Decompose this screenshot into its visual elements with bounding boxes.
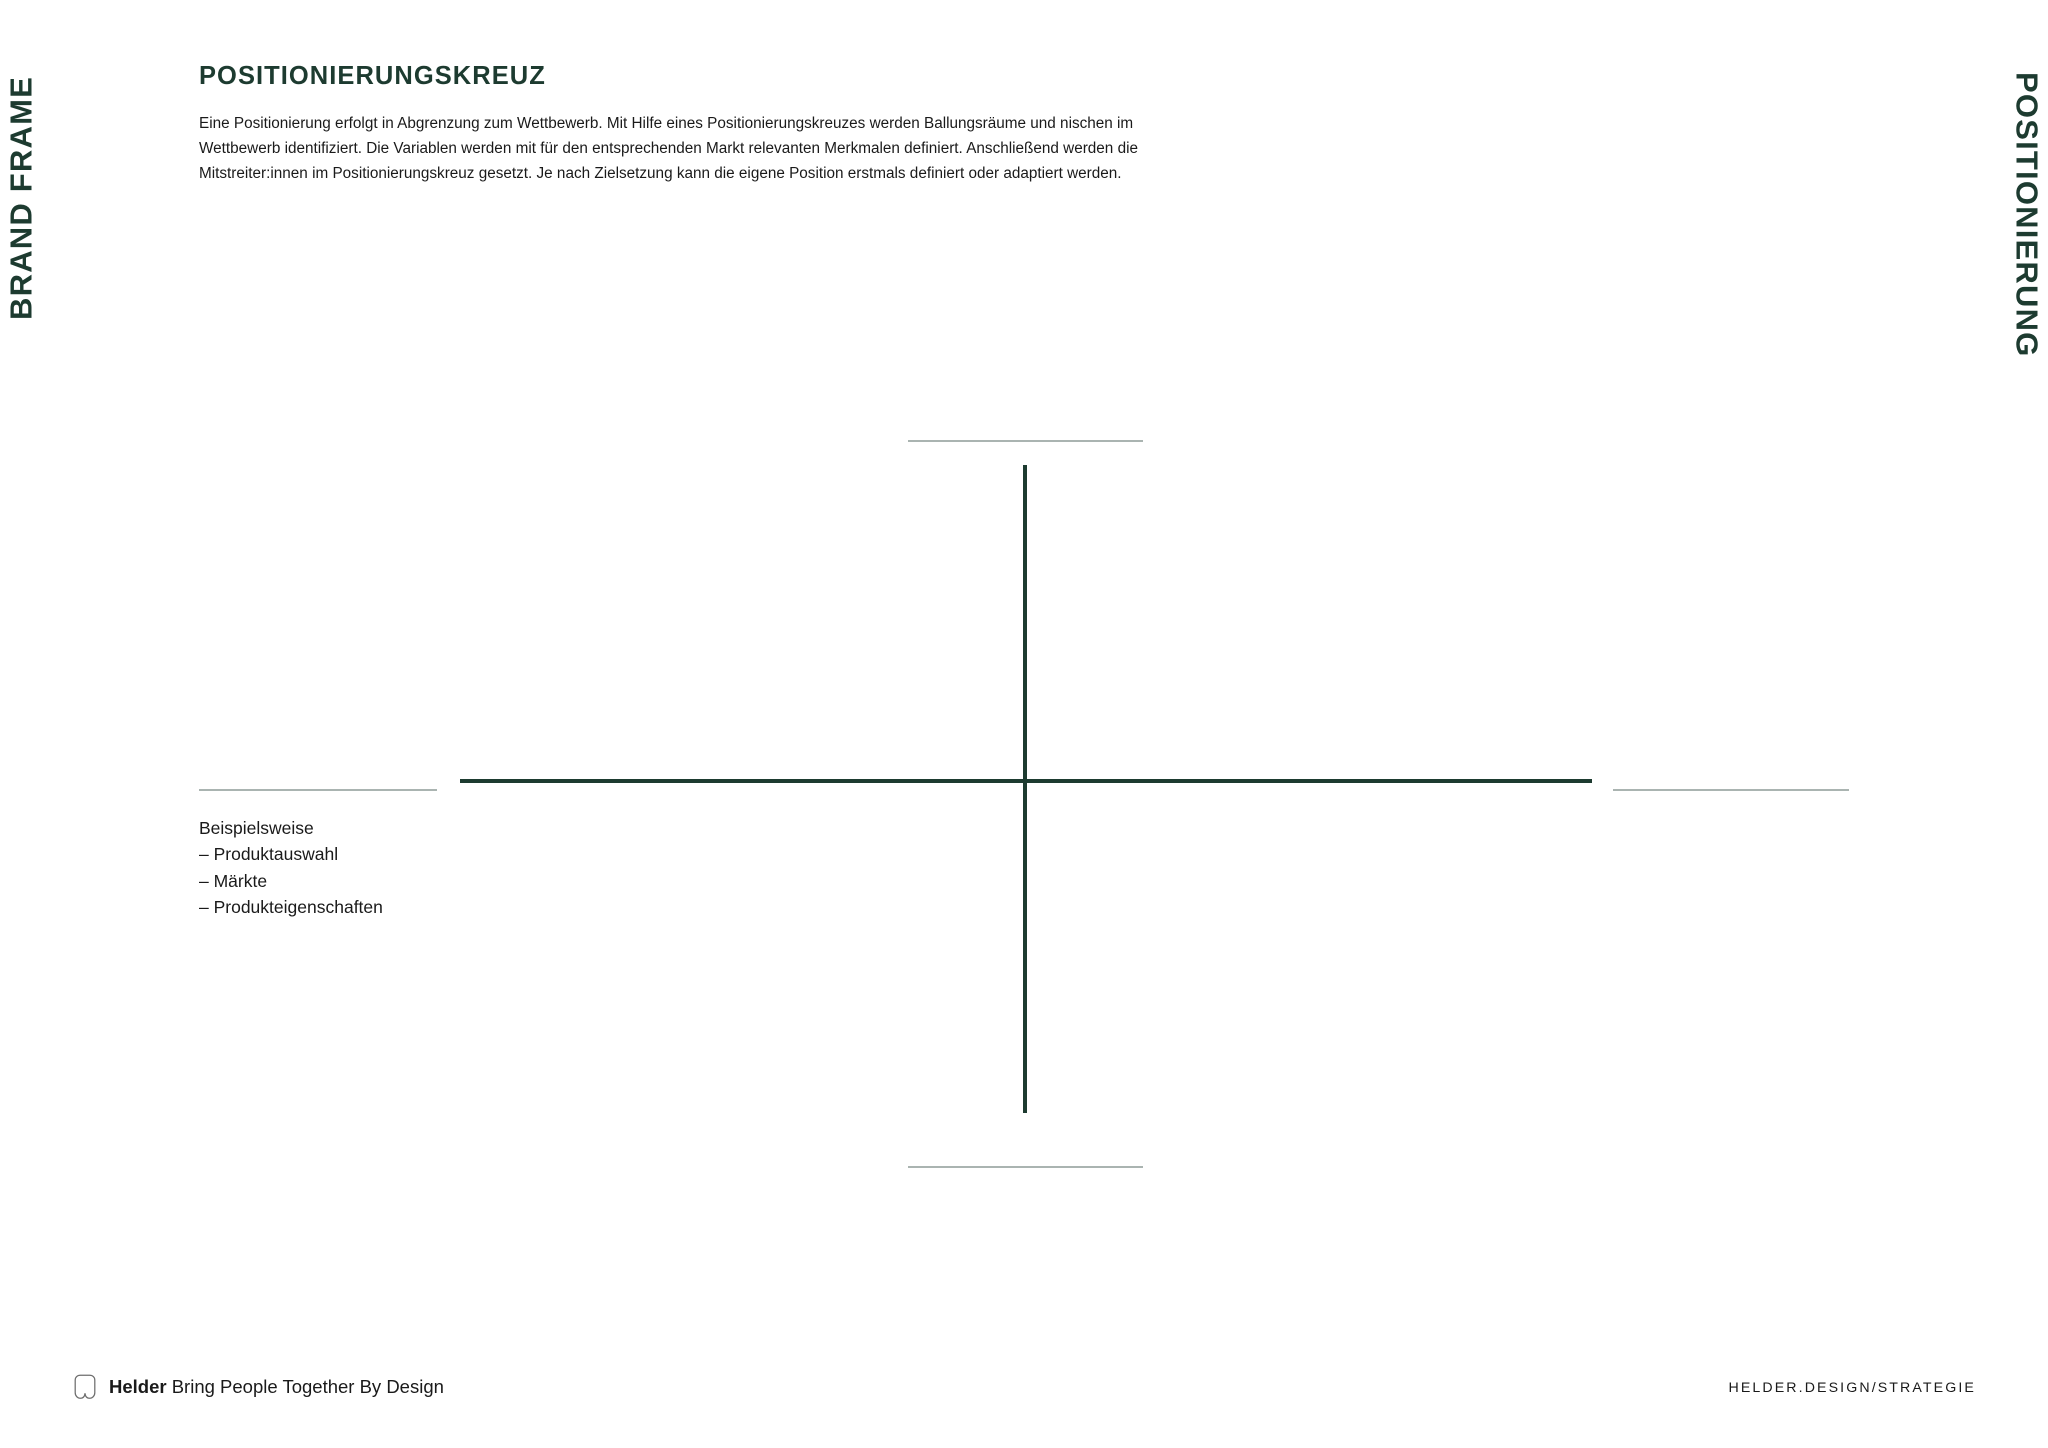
section-label-positionierung-text: POSITIONIERUNG [2009,72,2045,358]
section-label-positionierung [2006,0,2048,1448]
examples-list [199,815,383,921]
example-item-3: – Produkteigenschaften [199,897,383,918]
section-label-brand-frame [0,0,42,1448]
writein-line-bottom[interactable] [908,1166,1143,1168]
footer-branding [72,1374,444,1400]
example-item-2: – Märkte [199,870,268,891]
writein-line-right[interactable] [1613,789,1849,791]
footer-brand-name: Helder [109,1375,167,1397]
example-item-1: – Produktauswahl [199,844,339,865]
examples-heading: Beispielsweise [199,818,314,838]
writein-line-left[interactable] [199,789,437,791]
intro-paragraph: Eine Positionierung erfolgt in Abgrenzung zum Wettbewerb. Mit Hilfe eines Positionierungskreuzes werden Ballungsräume und nischen im Wettbewerb identifiziert. Die Variablen werden mit für den entsprechenden Markt relevanten Merkmalen definiert. Anschließend werden die Mitstreiter:innen im Positionierungskreuz gesetzt. Je nach Zielsetzung kann die eigene Position erstmals definiert oder adaptiert werden. [199,115,1138,182]
section-label-brand-frame-text: BRAND FRAME [3,76,39,320]
page-title: POSITIONIERUNGSKREUZ [199,62,546,90]
footer-brand-text [109,1375,444,1397]
helder-logo-icon [72,1374,98,1400]
footer-url[interactable]: HELDER.DESIGN/STRATEGIE [1728,1380,1976,1396]
header [199,62,1199,186]
vertical-axis [1023,465,1027,1113]
writein-line-top[interactable] [908,440,1143,442]
horizontal-axis [460,779,1592,783]
footer-tagline: Bring People Together By Design [171,1375,444,1397]
